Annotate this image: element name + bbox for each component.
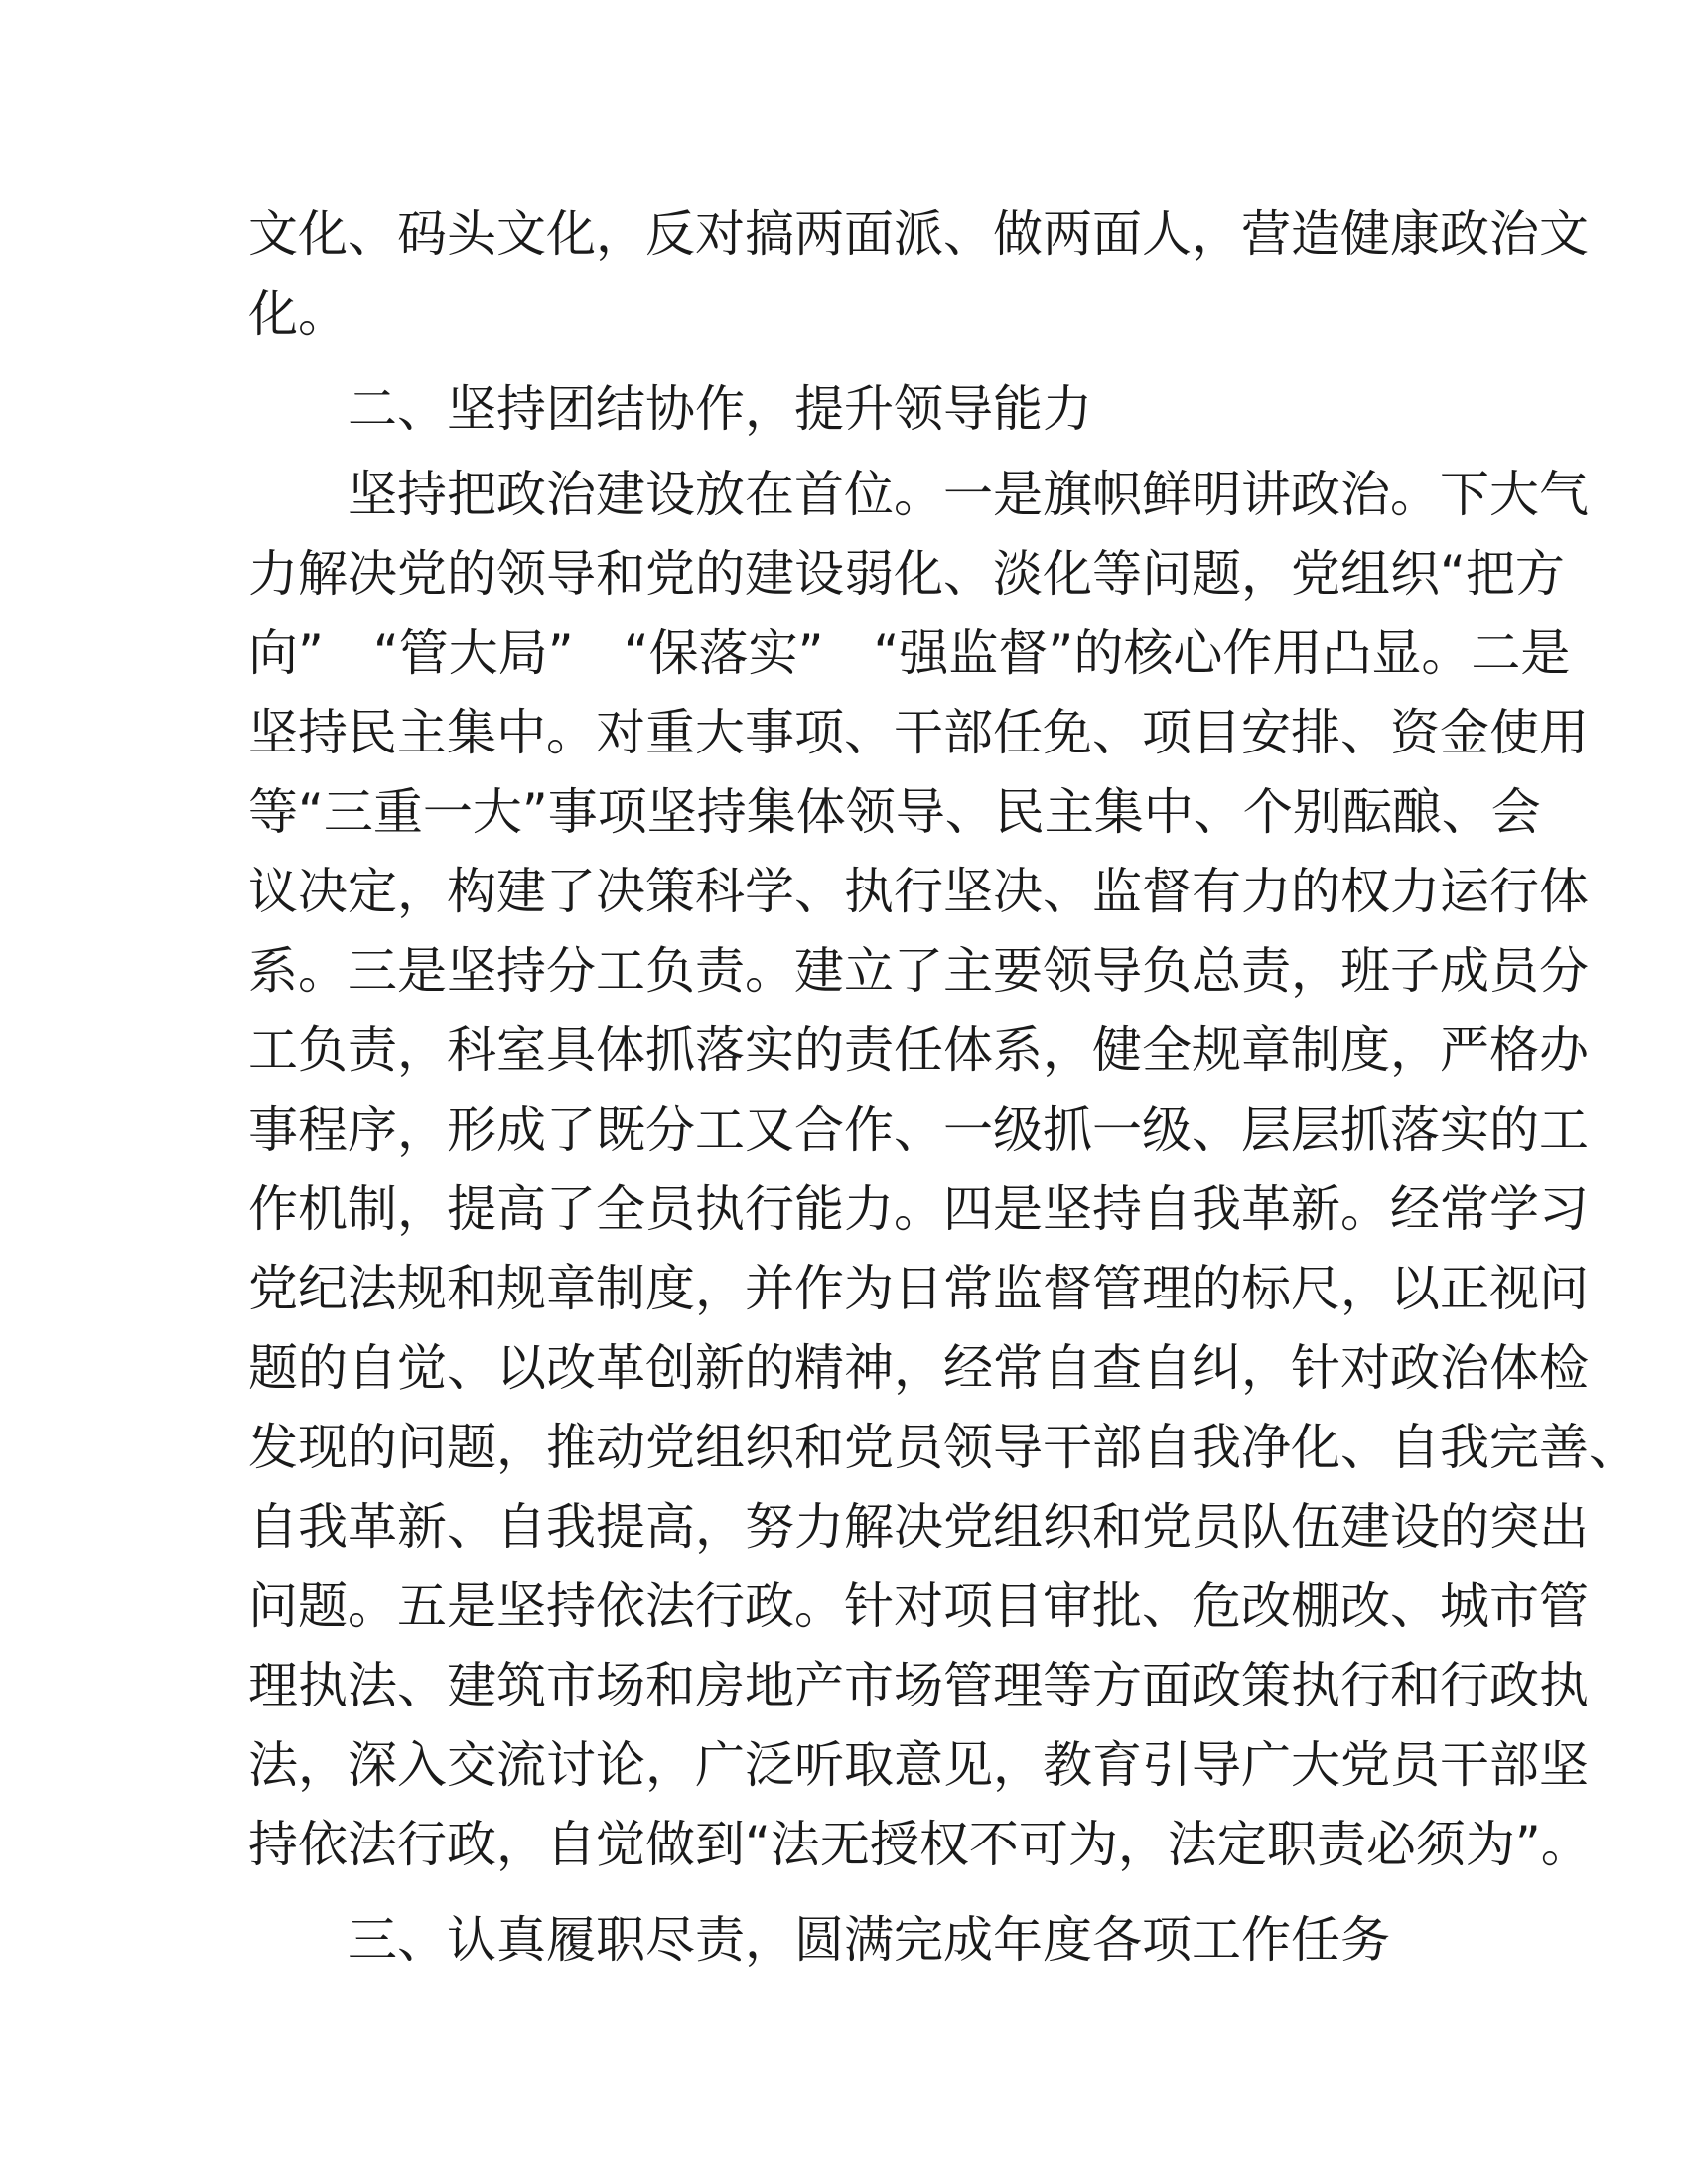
body-text-line: 作机制，提高了全员执行能力。四是坚持自我革新。经常学习 bbox=[248, 1180, 1589, 1238]
body-text-line: 法，深入交流讨论，广泛听取意见，教育引导广大党员干部坚 bbox=[248, 1736, 1589, 1794]
body-text-line: 题的自觉、以改革创新的精神，经常自查自纠，针对政治体检 bbox=[248, 1339, 1589, 1397]
body-text-line: 党纪法规和规章制度，并作为日常监督管理的标尺，以正视问 bbox=[248, 1260, 1589, 1317]
body-text-line: 化。 bbox=[248, 285, 348, 342]
body-text-line: 坚持民主集中。对重大事项、干部任免、项目安排、资金使用 bbox=[248, 704, 1589, 761]
body-text-line: 问题。五是坚持依法行政。针对项目审批、危改棚改、城市管 bbox=[248, 1577, 1589, 1635]
body-text-line: 向” “管大局” “保落实” “强监督”的核心作用凸显。二是 bbox=[248, 624, 1571, 682]
section-heading-2: 二、坚持团结协作，提升领导能力 bbox=[248, 380, 1092, 438]
body-text-line: 力解决党的领导和党的建设弱化、淡化等问题，党组织“把方 bbox=[248, 545, 1565, 603]
body-text-line: 发现的问题，推动党组织和党员领导干部自我净化、自我完善、 bbox=[248, 1419, 1638, 1476]
body-text-line: 工负责，科室具体抓落实的责任体系，健全规章制度，严格办 bbox=[248, 1022, 1589, 1079]
body-text-line: 持依法行政，自觉做到“法无授权不可为，法定职责必须为”。 bbox=[248, 1816, 1591, 1873]
body-text-line: 系。三是坚持分工负责。建立了主要领导负总责，班子成员分 bbox=[248, 942, 1589, 1000]
body-text-line: 文化、码头文化，反对搞两面派、做两面人，营造健康政治文 bbox=[248, 205, 1589, 263]
body-text-line: 议决定，构建了决策科学、执行坚决、监督有力的权力运行体 bbox=[248, 863, 1589, 920]
body-text-line: 等“三重一大”事项坚持集体领导、民主集中、个别酝酿、会 bbox=[248, 783, 1541, 841]
body-text-line: 理执法、建筑市场和房地产市场管理等方面政策执行和行政执 bbox=[248, 1657, 1589, 1714]
document-page bbox=[248, 205, 1638, 1993]
body-text-line: 事程序，形成了既分工又合作、一级抓一级、层层抓落实的工 bbox=[248, 1101, 1589, 1159]
paragraph-first-line: 坚持把政治建设放在首位。一是旗帜鲜明讲政治。下大气 bbox=[248, 466, 1589, 523]
section-heading-3: 三、认真履职尽责，圆满完成年度各项工作任务 bbox=[248, 1911, 1390, 1969]
body-text-line: 自我革新、自我提高，努力解决党组织和党员队伍建设的突出 bbox=[248, 1498, 1589, 1556]
